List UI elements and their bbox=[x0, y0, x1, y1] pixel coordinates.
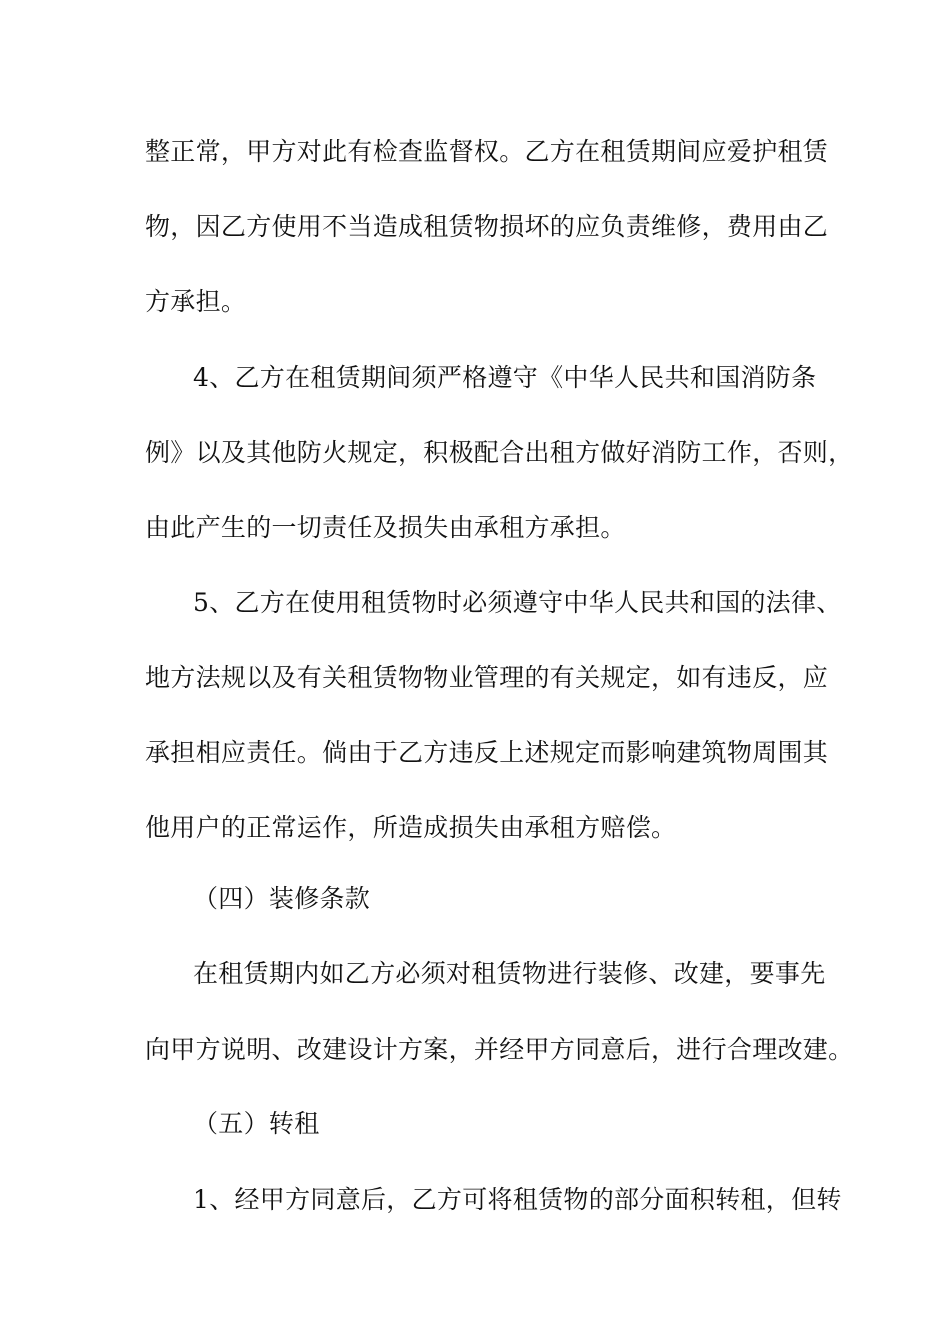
section-heading: （五）转租 bbox=[193, 1109, 320, 1138]
paragraph-line: 4、乙方在租赁期间须严格遵守《中华人民共和国消防条 bbox=[193, 363, 817, 392]
paragraph-line: 1、经甲方同意后，乙方可将租赁物的部分面积转租，但转 bbox=[193, 1185, 842, 1214]
section-heading: （四）装修条款 bbox=[193, 884, 371, 913]
paragraph-line: 例》以及其他防火规定，积极配合出租方做好消防工作，否则， bbox=[145, 438, 854, 467]
paragraph-line: 方承担。 bbox=[145, 287, 247, 316]
paragraph-line: 由此产生的一切责任及损失由承租方承担。 bbox=[145, 513, 626, 542]
paragraph-line: 物，因乙方使用不当造成租赁物损坏的应负责维修，费用由乙 bbox=[145, 212, 829, 241]
paragraph-line: 整正常，甲方对此有检查监督权。乙方在租赁期间应爱护租赁 bbox=[145, 137, 829, 166]
paragraph-line: 地方法规以及有关租赁物物业管理的有关规定，如有违反，应 bbox=[145, 663, 829, 692]
paragraph-line: 5、乙方在使用租赁物时必须遵守中华人民共和国的法律、 bbox=[193, 588, 842, 617]
paragraph-line: 他用户的正常运作，所造成损失由承租方赔偿。 bbox=[145, 813, 677, 842]
paragraph-line: 承担相应责任。倘由于乙方违反上述规定而影响建筑物周围其 bbox=[145, 738, 829, 767]
paragraph-line: 向甲方说明、改建设计方案，并经甲方同意后，进行合理改建。 bbox=[145, 1035, 854, 1064]
paragraph-line: 在租赁期内如乙方必须对租赁物进行装修、改建，要事先 bbox=[193, 959, 826, 988]
